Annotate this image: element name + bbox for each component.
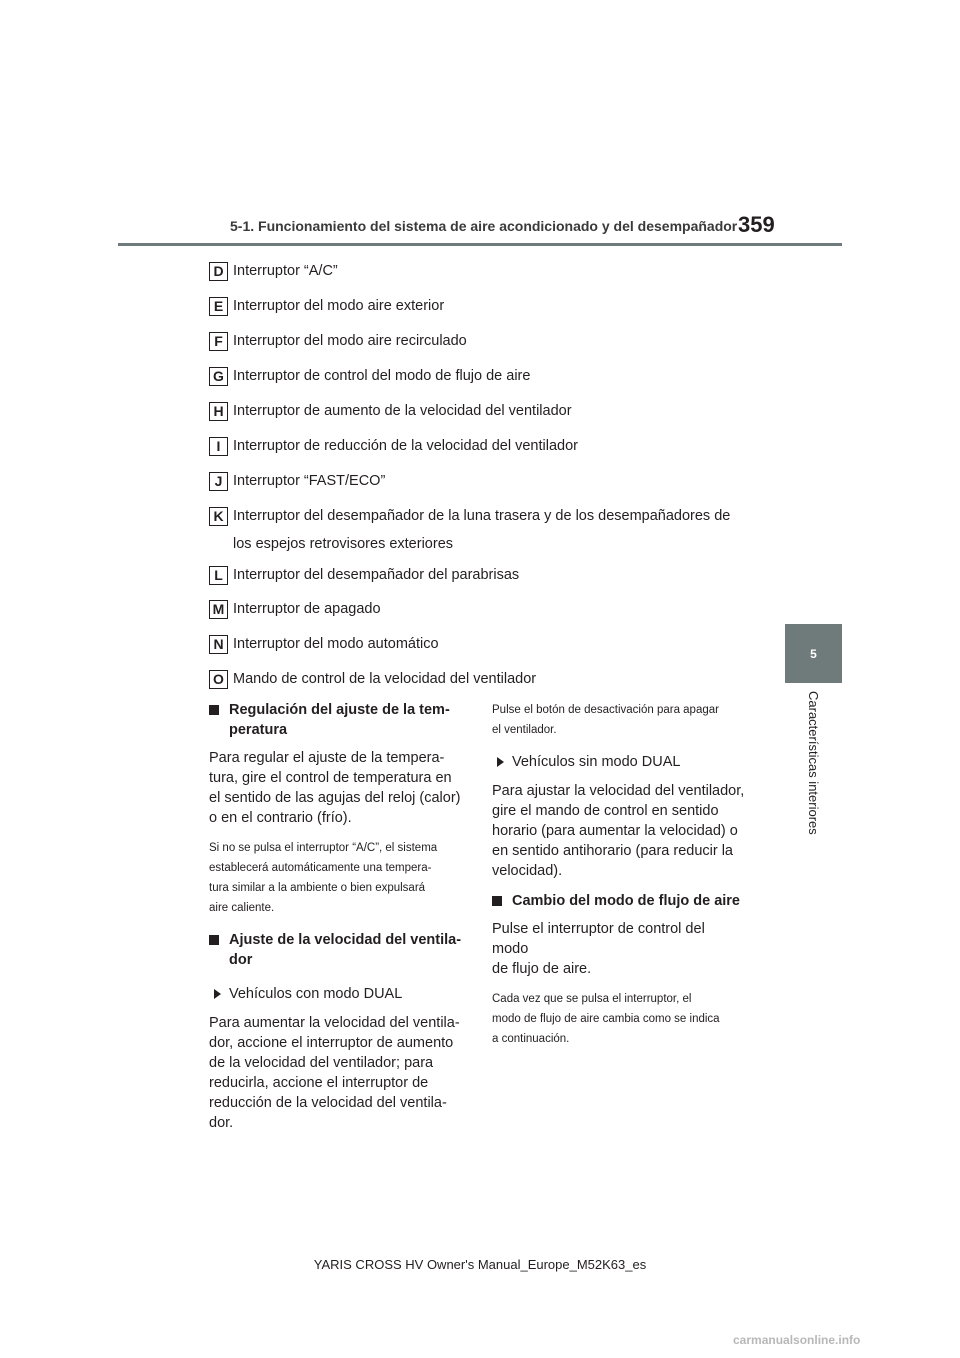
airflow-note: Cada vez que se pulsa el interruptor, el modo de flujo de aire cambia como se indica a continuación.	[492, 993, 720, 1045]
legend-key: H	[209, 402, 228, 421]
legend-text: Interruptor de aumento de la velocidad del ventilador	[233, 403, 572, 419]
triangle-bullet-icon	[214, 989, 221, 999]
legend-text: Interruptor del modo aire exterior	[233, 298, 445, 314]
legend-text: Interruptor del modo aire recirculado	[233, 333, 467, 349]
legend-key: M	[209, 600, 228, 619]
left-column	[209, 700, 462, 1143]
header-rule	[118, 243, 842, 246]
square-bullet-icon	[209, 935, 219, 945]
legend-item-n	[209, 634, 439, 654]
legend-text-continuation: los espejos retrovisores exteriores	[233, 536, 454, 552]
sub-heading-dual-text: Vehículos con modo DUAL	[229, 986, 403, 1002]
legend-item-g	[209, 366, 530, 386]
legend-item-d	[209, 261, 338, 281]
legend-item-f	[209, 331, 467, 351]
legend-key: L	[209, 566, 228, 585]
chapter-tab[interactable]: 5	[785, 624, 842, 683]
sub-heading-no-dual-text: Vehículos sin modo DUAL	[512, 754, 681, 770]
legend-text: Interruptor de apagado	[233, 601, 381, 617]
no-dual-body: Para ajustar la velocidad del ventilador, gire el mando de control en sentido horario (para aumentar la velocidad) o en sentido antihorario (para reducir la velocidad).	[492, 783, 745, 879]
legend-text: Mando de control de la velocidad del ventilador	[233, 671, 537, 687]
legend-item-e	[209, 296, 444, 316]
sub-heading-dual	[209, 984, 462, 1004]
legend-item-l	[209, 565, 519, 585]
header-title: 5-1. Funcionamiento del sistema de aire acondicionado y del desempañador	[230, 218, 738, 234]
heading-temperature-text: Regulación del ajuste de la tem- peratura	[229, 702, 450, 738]
legend-key: F	[209, 332, 228, 351]
triangle-bullet-icon	[497, 757, 504, 767]
sub-heading-no-dual	[492, 752, 745, 772]
watermark: carmanualsonline.info	[733, 1333, 861, 1347]
legend-text: Interruptor “FAST/ECO”	[233, 473, 386, 489]
legend-text: Interruptor del desempañador de la luna trasera y de los desempañadores de	[233, 508, 731, 524]
legend-key: O	[209, 670, 228, 689]
heading-airflow-text: Cambio del modo de flujo de aire	[512, 893, 740, 909]
page-number: 359	[738, 212, 775, 237]
square-bullet-icon	[209, 705, 219, 715]
legend-item-i	[209, 436, 578, 456]
legend-key: K	[209, 507, 228, 526]
heading-airflow	[492, 891, 745, 911]
legend-item-k	[209, 506, 730, 526]
legend-text: Interruptor del desempañador del parabrisas	[233, 567, 520, 583]
heading-fan-speed-text: Ajuste de la velocidad del ventila- dor	[229, 932, 462, 968]
off-button-note: Pulse el botón de desactivación para apagar el ventilador.	[492, 704, 719, 736]
legend-key: G	[209, 367, 228, 386]
temperature-body: Para regular el ajuste de la tempera- tura, gire el control de temperatura en el sentido de las agujas del reloj (calor) o en el contrario (frío).	[209, 750, 461, 826]
legend-key: E	[209, 297, 228, 316]
legend-text: Interruptor de reducción de la velocidad del ventilador	[233, 438, 578, 454]
dual-body: Para aumentar la velocidad del ventila- dor, accione el interruptor de aumento de la velocidad del ventilador; para reducirla, accione el interruptor de reducción de la velocidad del ventila- dor.	[209, 1015, 460, 1131]
legend-text: Interruptor del modo automático	[233, 636, 439, 652]
legend-text: Interruptor de control del modo de flujo de aire	[233, 368, 531, 384]
legend-item-o	[209, 669, 536, 689]
legend-key: I	[209, 437, 228, 456]
legend-text: Interruptor “A/C”	[233, 263, 338, 279]
right-column	[492, 700, 745, 1057]
heading-temperature	[209, 700, 462, 740]
temperature-note: Si no se pulsa el interruptor “A/C”, el sistema establecerá automáticamente una tempera- tura similar a la ambiente o bien expulsará aire caliente.	[209, 842, 438, 914]
chapter-label: Características interiores	[806, 691, 821, 835]
heading-fan-speed	[209, 930, 462, 970]
airflow-body: Pulse el interruptor de control del modo de flujo de aire.	[492, 921, 705, 977]
legend-item-h	[209, 401, 572, 421]
legend-key: D	[209, 262, 228, 281]
manual-footer: YARIS CROSS HV Owner's Manual_Europe_M52K63_es	[313, 1257, 647, 1272]
legend-key: N	[209, 635, 228, 654]
legend-item-j	[209, 471, 385, 491]
legend-item-m	[209, 599, 381, 619]
legend-key: J	[209, 472, 228, 491]
square-bullet-icon	[492, 896, 502, 906]
